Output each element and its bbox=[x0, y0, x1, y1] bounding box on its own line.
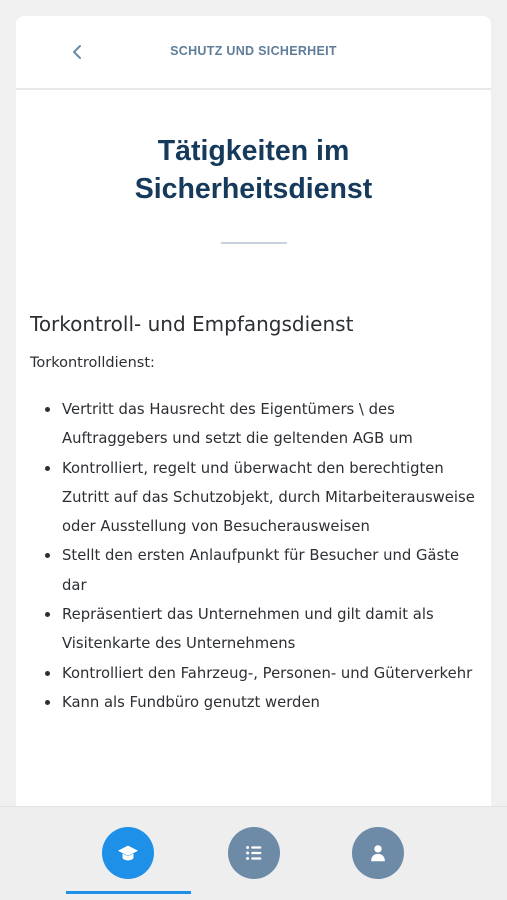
list-item: Kontrolliert, regelt und überwacht den berechtigten Zutritt auf das Schutzobjekt, durch Mitarbeiterausweise oder Ausstellung von Besucherausweisen bbox=[62, 454, 481, 542]
tab-list[interactable] bbox=[228, 827, 280, 879]
list-item: Stellt den ersten Anlaufpunkt für Besucher und Gäste dar bbox=[62, 541, 481, 600]
top-bar bbox=[16, 16, 491, 90]
page-title-line1: Tätigkeiten im bbox=[157, 135, 350, 167]
header-title: SCHUTZ UND SICHERHEIT bbox=[170, 44, 337, 58]
duties-list bbox=[16, 395, 491, 717]
user-icon bbox=[367, 842, 389, 864]
list-item: Repräsentiert das Unternehmen und gilt damit als Visitenkarte des Unternehmens bbox=[62, 600, 481, 659]
page-title-line2: Sicherheitsdienst bbox=[134, 173, 373, 205]
active-tab-indicator bbox=[66, 891, 191, 894]
list-icon bbox=[243, 842, 265, 864]
content-card bbox=[16, 16, 491, 806]
tab-education[interactable] bbox=[102, 827, 154, 879]
section-heading: Torkontroll- und Empfangsdienst bbox=[30, 312, 354, 336]
list-item: Vertritt das Hausrecht des Eigentümers \ des Auftraggebers und setzt die geltenden AGB um bbox=[62, 395, 481, 454]
page-title bbox=[16, 132, 491, 208]
tab-profile[interactable] bbox=[352, 827, 404, 879]
list-item: Kontrolliert den Fahrzeug-, Personen- und Güterverkehr bbox=[62, 659, 481, 688]
title-divider bbox=[221, 242, 287, 244]
list-item: Kann als Fundbüro genutzt werden bbox=[62, 688, 481, 717]
graduation-cap-icon bbox=[117, 842, 139, 864]
bottom-tab-bar bbox=[0, 806, 507, 900]
intro-text: Torkontrolldienst: bbox=[30, 355, 155, 371]
